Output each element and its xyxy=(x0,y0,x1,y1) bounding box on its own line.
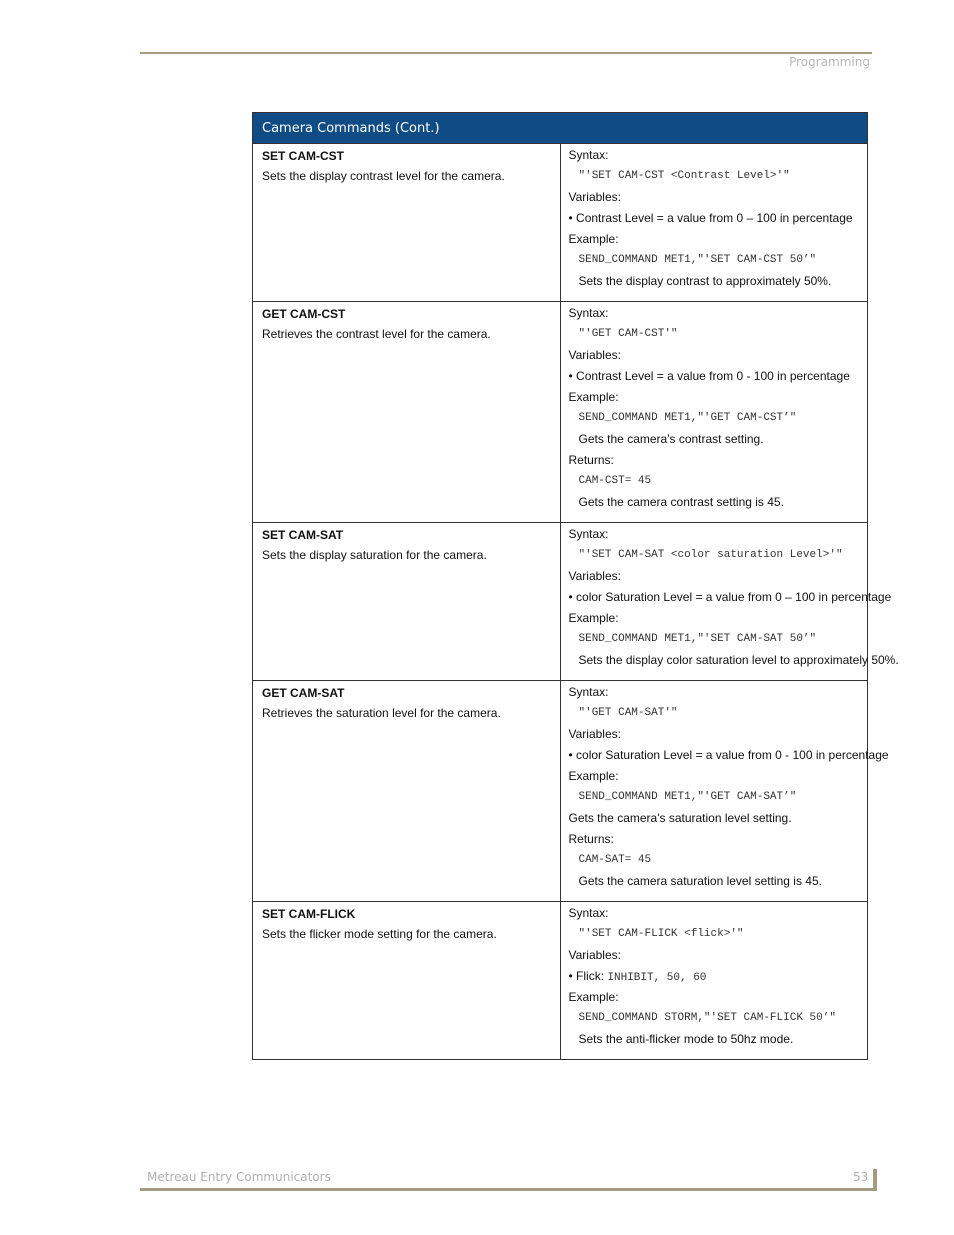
example-label: Example: xyxy=(568,769,619,783)
details-cell xyxy=(560,681,889,902)
variables-label: Variables: xyxy=(568,569,621,583)
example-code: SEND_COMMAND MET1,"'SET CAM-SAT 50’" xyxy=(578,633,817,645)
command-name: GET CAM-SAT xyxy=(262,686,345,700)
table-row xyxy=(253,681,868,902)
header-rule xyxy=(140,52,872,54)
variable-item: • Contrast Level = a value from 0 – 100 in percentage xyxy=(569,211,860,232)
syntax-label: Syntax: xyxy=(568,306,609,320)
command-name: SET CAM-CST xyxy=(262,149,344,163)
example-description: Gets the camera's saturation level setting. xyxy=(568,811,792,825)
example-code: SEND_COMMAND MET1,"'GET CAM-SAT’" xyxy=(578,791,797,803)
table-row xyxy=(253,902,868,1060)
table-row xyxy=(253,144,868,302)
footer-title: Metreau Entry Communicators xyxy=(147,1170,331,1184)
command-description: Retrieves the saturation level for the camera. xyxy=(262,706,501,720)
footer-rule-corner xyxy=(873,1169,877,1191)
variable-item: • color Saturation Level = a value from 0 - 100 in percentage xyxy=(569,748,860,769)
command-name: GET CAM-CST xyxy=(262,307,346,321)
variables-label: Variables: xyxy=(568,190,621,204)
variable-item: • Contrast Level = a value from 0 - 100 in percentage xyxy=(569,369,860,390)
command-name: SET CAM-SAT xyxy=(262,528,344,542)
example-description: Gets the camera's contrast setting. xyxy=(578,432,764,446)
returns-description: Gets the camera saturation level setting is 45. xyxy=(578,874,822,888)
page-number: 53 xyxy=(853,1170,869,1184)
command-name: SET CAM-FLICK xyxy=(262,907,356,921)
example-description: Sets the display contrast to approximately 50%. xyxy=(578,274,832,288)
returns-label: Returns: xyxy=(568,453,614,467)
example-code: SEND_COMMAND MET1,"'GET CAM-CST’" xyxy=(578,412,797,424)
syntax-label: Syntax: xyxy=(568,685,609,699)
command-cell xyxy=(253,902,561,1060)
variables-label: Variables: xyxy=(568,727,621,741)
returns-code: CAM-SAT= 45 xyxy=(578,854,652,866)
variable-name: Flick: xyxy=(576,969,608,983)
variable-item: • color Saturation Level = a value from 0 – 100 in percentage xyxy=(569,590,860,611)
command-description: Retrieves the contrast level for the camera. xyxy=(262,327,491,341)
variables-label: Variables: xyxy=(568,348,621,362)
command-cell xyxy=(253,144,561,302)
example-label: Example: xyxy=(568,990,619,1004)
example-label: Example: xyxy=(568,232,619,246)
example-label: Example: xyxy=(568,611,619,625)
syntax-code: "'SET CAM-FLICK <flick>'" xyxy=(578,928,744,940)
command-description: Sets the display saturation for the camera. xyxy=(262,548,487,562)
syntax-label: Syntax: xyxy=(568,148,609,162)
variable-item xyxy=(569,969,860,990)
returns-code: CAM-CST= 45 xyxy=(578,475,652,487)
syntax-code: "'SET CAM-SAT <color saturation Level>'" xyxy=(578,549,843,561)
example-description: Sets the anti-flicker mode to 50hz mode. xyxy=(578,1032,794,1046)
details-cell xyxy=(560,523,899,681)
syntax-code: "'GET CAM-CST'" xyxy=(578,328,678,340)
syntax-label: Syntax: xyxy=(568,527,609,541)
returns-description: Gets the camera contrast setting is 45. xyxy=(578,495,784,509)
table-row xyxy=(253,302,868,523)
command-cell xyxy=(253,302,561,523)
variable-values: INHIBIT, 50, 60 xyxy=(607,972,707,984)
command-cell xyxy=(253,523,561,681)
variables-label: Variables: xyxy=(568,948,621,962)
syntax-code: "'GET CAM-SAT'" xyxy=(578,707,678,719)
example-code: SEND_COMMAND MET1,"'SET CAM-CST 50’" xyxy=(578,254,817,266)
camera-commands-table xyxy=(252,112,899,1060)
command-description: Sets the flicker mode setting for the camera. xyxy=(262,927,497,941)
syntax-code: "'SET CAM-CST <Contrast Level>'" xyxy=(578,170,790,182)
example-label: Example: xyxy=(568,390,619,404)
footer-rule xyxy=(140,1188,877,1191)
syntax-label: Syntax: xyxy=(568,906,609,920)
section-label: Programming xyxy=(789,55,870,69)
command-description: Sets the display contrast level for the camera. xyxy=(262,169,505,183)
table-header-row xyxy=(253,113,868,144)
table-title: Camera Commands (Cont.) xyxy=(253,113,868,144)
example-description: Sets the display color saturation level to approximately 50%. xyxy=(578,653,899,667)
command-cell xyxy=(253,681,561,902)
details-cell xyxy=(560,902,868,1060)
returns-label: Returns: xyxy=(568,832,614,846)
details-cell xyxy=(560,302,868,523)
table-row xyxy=(253,523,868,681)
details-cell xyxy=(560,144,868,302)
example-code: SEND_COMMAND STORM,"'SET CAM-FLICK 50’" xyxy=(578,1012,836,1024)
